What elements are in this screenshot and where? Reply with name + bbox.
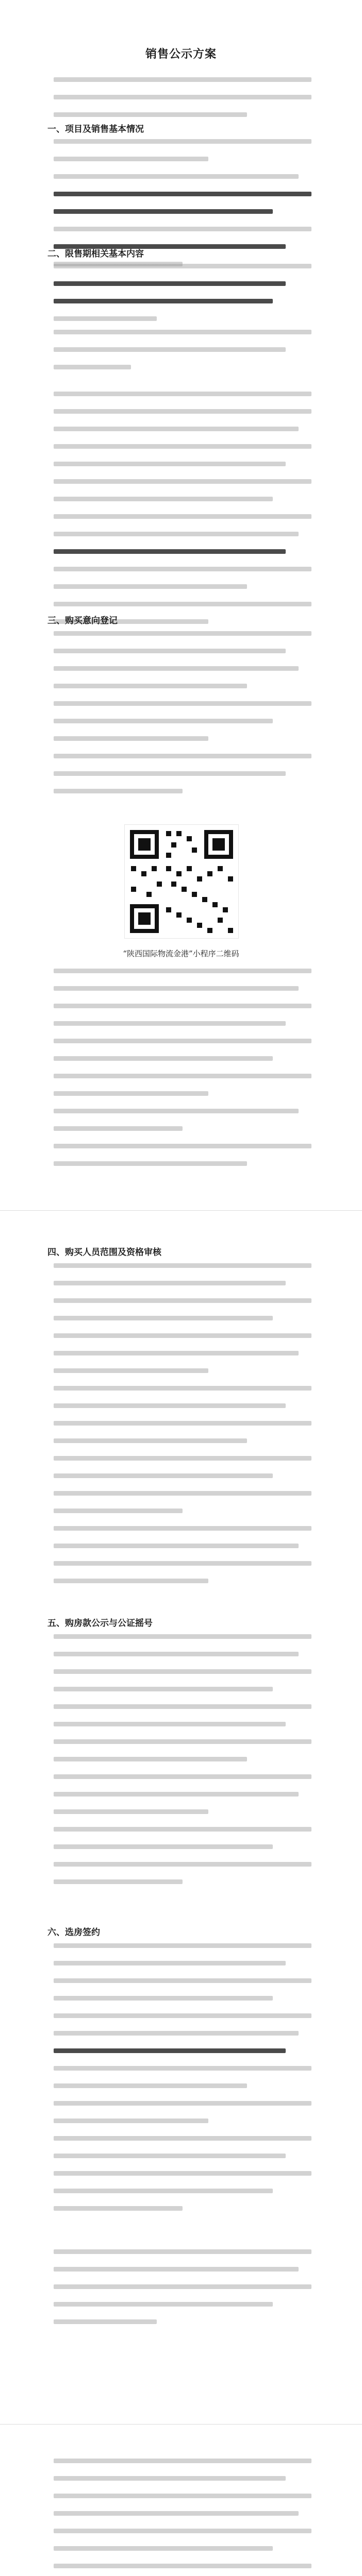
document-page-1 [0,0,362,1211]
document-page-3 [0,2428,362,2576]
section-6-continued [54,2459,311,2576]
document-title: 销售公示方案 [145,47,217,61]
qr-code-caption: “陕西国际物流金港”小程序二维码 [123,949,239,958]
section-5-body [54,1634,311,1897]
section-2-body [54,264,311,334]
section-2-subbody [54,330,311,382]
qr-code-image [124,824,239,939]
section-3-body [54,631,311,806]
document-page-2 [0,1214,362,2425]
section-heading-5: 五、购房款公示与公证摇号 [47,1618,153,1629]
section-6-notes [54,2249,311,2337]
section-heading-4: 四、购买人员范围及资格审核 [47,1247,161,1258]
section-heading-2: 二、限售期相关基本内容 [47,249,144,259]
section-2-details [54,392,311,637]
section-heading-3: 三、购买意向登记 [47,616,118,626]
section-4-body [54,1263,311,1596]
qr-code-icon [125,825,238,938]
section-3-after-qr [54,969,311,1179]
section-6-body [54,1943,311,2224]
section-heading-6: 六、选房签约 [47,1927,100,1938]
section-heading-1: 一、项目及销售基本情况 [47,124,144,134]
